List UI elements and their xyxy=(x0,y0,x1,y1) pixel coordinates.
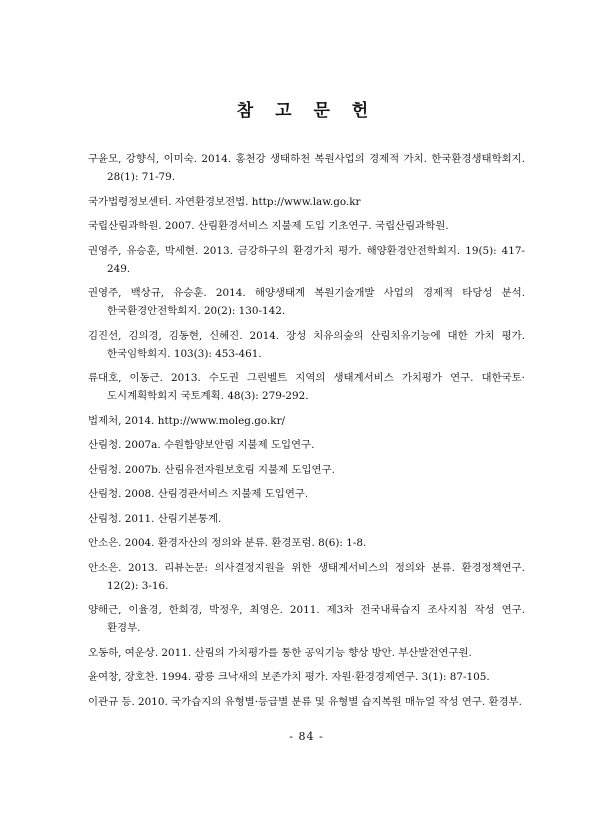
reference-item: 산림청. 2007a. 수원함양보안림 지불제 도입연구. xyxy=(88,439,315,451)
reference-item: 권영주, 유승훈, 박세현. 2013. 금강하구의 환경가치 평가. 해양환경안전학회지. 19(5): 417-249. xyxy=(88,244,525,275)
reference-list xyxy=(88,150,525,717)
reference-item: 법제처, 2014. http://www.moleg.go.kr/ xyxy=(88,414,286,427)
reference-item: 안소은. 2004. 환경자산의 정의와 분류. 환경포럼. 8(6): 1-8. xyxy=(88,537,367,549)
reference-item: 오동하, 여운상. 2011. 산림의 가치평가를 통한 공익기능 향상 방안. 부산발전연구원. xyxy=(88,646,472,659)
page-number: - 84 - xyxy=(289,730,324,743)
reference-item: 산림청. 2007b. 산림유전자원보호림 지불제 도입연구. xyxy=(88,463,335,476)
reference-item: 권영주, 백상규, 유승훈. 2014. 해양생태계 복원기술개발 사업의 경제적 타당성 분석. 한국환경안전학회지. 20(2): 130-142. xyxy=(88,287,525,317)
reference-item: 김진선, 김의경, 김동현, 신혜진. 2014. 장성 치유의숲의 산림치유기능에 대한 가치 평가. 한국임학회지. 103(3): 453-461. xyxy=(88,329,525,360)
reference-item: 국가법령정보센터. 자연환경보전법. http://www.law.go.kr xyxy=(88,195,361,208)
reference-item: 구윤모, 강향식, 이미숙. 2014. 홍천강 생태하천 복원사업의 경제적 가치. 한국환경생태학회지. 28(1): 71-79. xyxy=(88,153,525,183)
reference-item: 윤여창, 장호찬. 1994. 광릉 크낙새의 보존가치 평가. 자원·환경경제연구. 3(1): 87-105. xyxy=(88,671,490,683)
reference-item: 국립산림과학원. 2007. 산림환경서비스 지불제 도입 기초연구. 국립산림과학원. xyxy=(88,220,449,232)
reference-item: 류대호, 이동근. 2013. 수도권 그린벨트 지역의 생태계서비스 가치평가 연구. 대한국토·도시계획학회지 국토계획. 48(3): 279-292. xyxy=(88,372,525,402)
reference-item: 이관규 등. 2010. 국가습지의 유형별·등급별 분류 및 유형별 습지복원 매뉴얼 작성 연구. 환경부. xyxy=(88,695,522,708)
page-title: 참 고 문 헌 xyxy=(236,101,377,121)
reference-item: 안소은. 2013. 리뷰논문: 의사결정지원을 위한 생태계서비스의 정의와 분류. 환경정책연구. 12(2): 3-16. xyxy=(88,561,525,592)
reference-item: 산림청. 2011. 산림기본통계. xyxy=(88,512,222,525)
reference-item: 산림청. 2008. 산림경관서비스 지불제 도입연구. xyxy=(88,488,309,500)
reference-item: 양해근, 이율경, 한희경, 박정우, 최영은. 2011. 제3차 전국내륙습지 조사지침 작성 연구. 환경부. xyxy=(88,604,525,634)
